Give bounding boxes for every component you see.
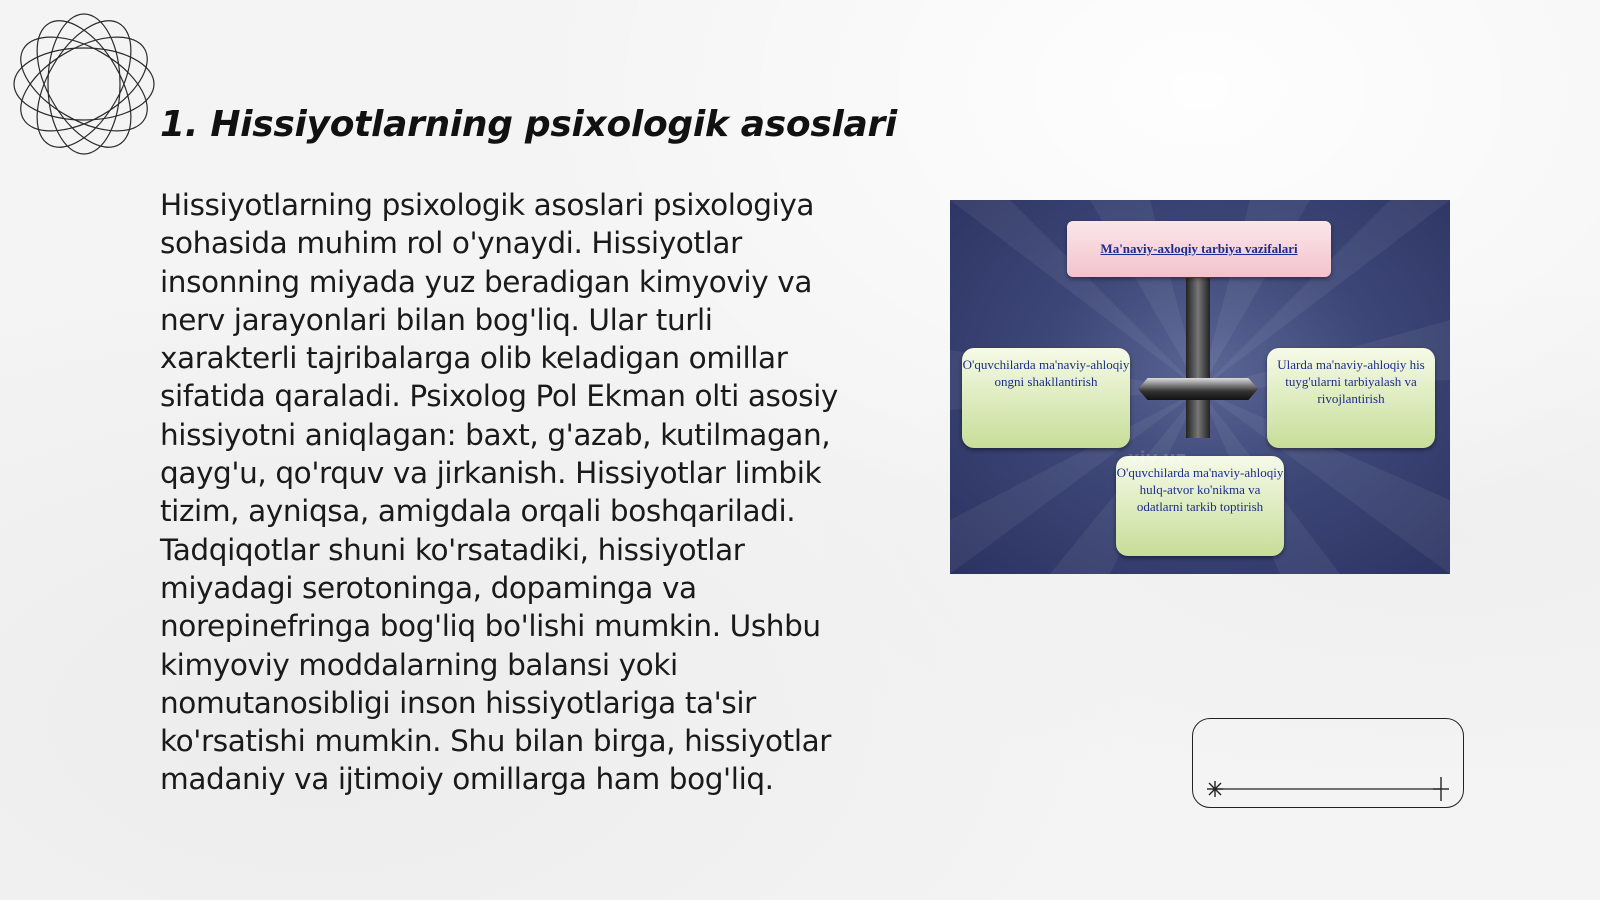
diagram-title-box: Ma'naviy-axloqiy tarbiya vazifalari <box>1067 221 1331 277</box>
slide-body-text: Hissiyotlarning psixologik asoslari psixologiya sohasida muhim rol o'ynaydi. Hissiyotlar insonning miyada yuz beradigan kimyoviy va nerv jarayonlari bilan bog'liq. Ular turli xarakterli tajribalarga olib keladigan omillar sifatida qaraladi. Psixolog Pol Ekman olti asosiy hissiyotni aniqlagan: baxt, g'azab, kutilmagan, qayg'u, qo'rquv va jirkanish. Hissiyotlar limbik tizim, ayniqsa, amigdala orqali boshqariladi. Tadqiqotlar shuni ko'rsatadiki, hissiyotlar miyadagi serotoninga, dopaminga va norepinefringa bog'liq bo'lishi mumkin. Ushbu kimyoviy moddalarning balansi yoki nomutanosibligi inson hissiyotlariga ta'sir ko'rsatishi mumkin. Shu bilan birga, hissiyotlar madaniy va ijtimoiy omillarga ham bog'liq. <box>160 188 838 797</box>
sparkle-icon <box>1207 781 1223 797</box>
slide-title: 1. Hissiyotlarning psixologik asoslari <box>160 104 897 145</box>
diagram-node-left: O'quvchilarda ma'naviy-ahloqiy ongni shakllantirish <box>962 348 1130 448</box>
diagram-watermark: xiv.uz <box>1128 448 1187 469</box>
diagram-node-right: Ularda ma'naviy-ahloqiy his tuyg'ularni tarbiyalash va rivojlantirish <box>1267 348 1435 448</box>
diagram-connector-crossbar <box>1138 378 1258 400</box>
diagram-image <box>950 200 1450 574</box>
cross-star-icon <box>1433 777 1449 801</box>
diagram-node-bottom: O'quvchilarda ma'naviy-ahloqiy hulq-atvor ko'nikma va odatlarni tarkib toptirish <box>1116 456 1284 556</box>
decorative-slider-line <box>1193 719 1465 809</box>
diagram-connector-stem <box>1186 278 1210 438</box>
decorative-slider-card <box>1192 718 1464 808</box>
circle-ornament-icon <box>10 10 158 158</box>
